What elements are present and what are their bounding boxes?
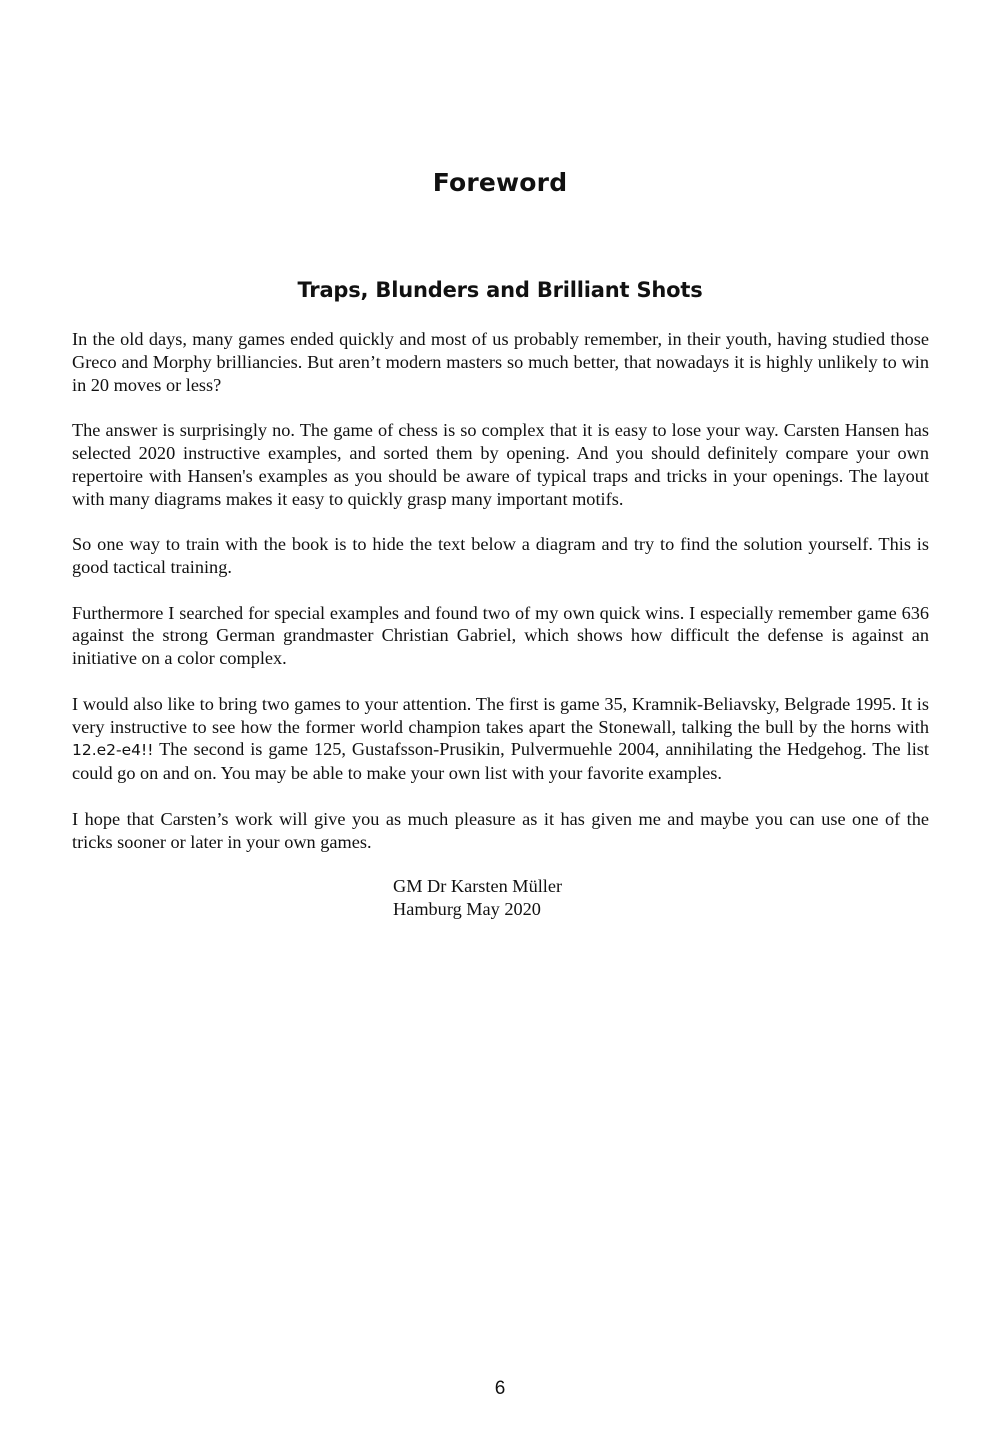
signature-author: GM Dr Karsten Müller [393,876,563,896]
paragraph-5-text-end: The second is game 125, Gustafsson-Prusikin, Pulvermuehle 2004, annihilating the Hedgehog. The list could go on and on. You may be able to make your own list with your favorite examples. [72,739,929,784]
paragraph-4: Furthermore I searched for special examples and found two of my own quick wins. I especially remember game 636 against the strong German grandmaster Christian Gabriel, which shows how difficult the defense is against an initiative on a color complex. [72,602,929,669]
signature-place-date: Hamburg May 2020 [393,899,541,919]
body-text [72,328,929,876]
paragraph-3: So one way to train with the book is to hide the text below a diagram and try to find the solution yourself. This is good tactical training. [72,534,929,577]
paragraph-2: The answer is surprisingly no. The game of chess is so complex that it is easy to lose your way. Carsten Hansen has selected 2020 instructive examples, and sorted them by opening. And you should definitely compare your own repertoire with Hansen's examples as you should be aware of typical traps and tricks in your openings. The layout with many diagrams makes it easy to quickly grasp many important motifs. [72,420,929,509]
section-title: Traps, Blunders and Brilliant Shots [297,278,703,302]
chess-move-notation: 12.e2-e4!! [72,741,154,760]
signature-block [393,875,562,921]
paragraph-6: I hope that Carsten’s work will give you as much pleasure as it has given me and maybe you can use one of the tricks sooner or later in your own games. [72,808,929,852]
paragraph-1: In the old days, many games ended quickly and most of us probably remember, in their youth, having studied those Greco and Morphy brilliancies. But aren’t modern masters so much better, that nowadays it is highly unlikely to win in 20 moves or less? [72,329,929,395]
page-number: 6 [494,1378,506,1399]
page-title: Foreword [432,168,568,197]
paragraph-5-text-start: I would also like to bring two games to your attention. The first is game 35, Kramnik-Beliavsky, Belgrade 1995. It is very instructive to see how the former world champion takes apart the Stonewall, talking the bull by the horns with [72,693,929,737]
paragraph-5 [72,693,929,785]
